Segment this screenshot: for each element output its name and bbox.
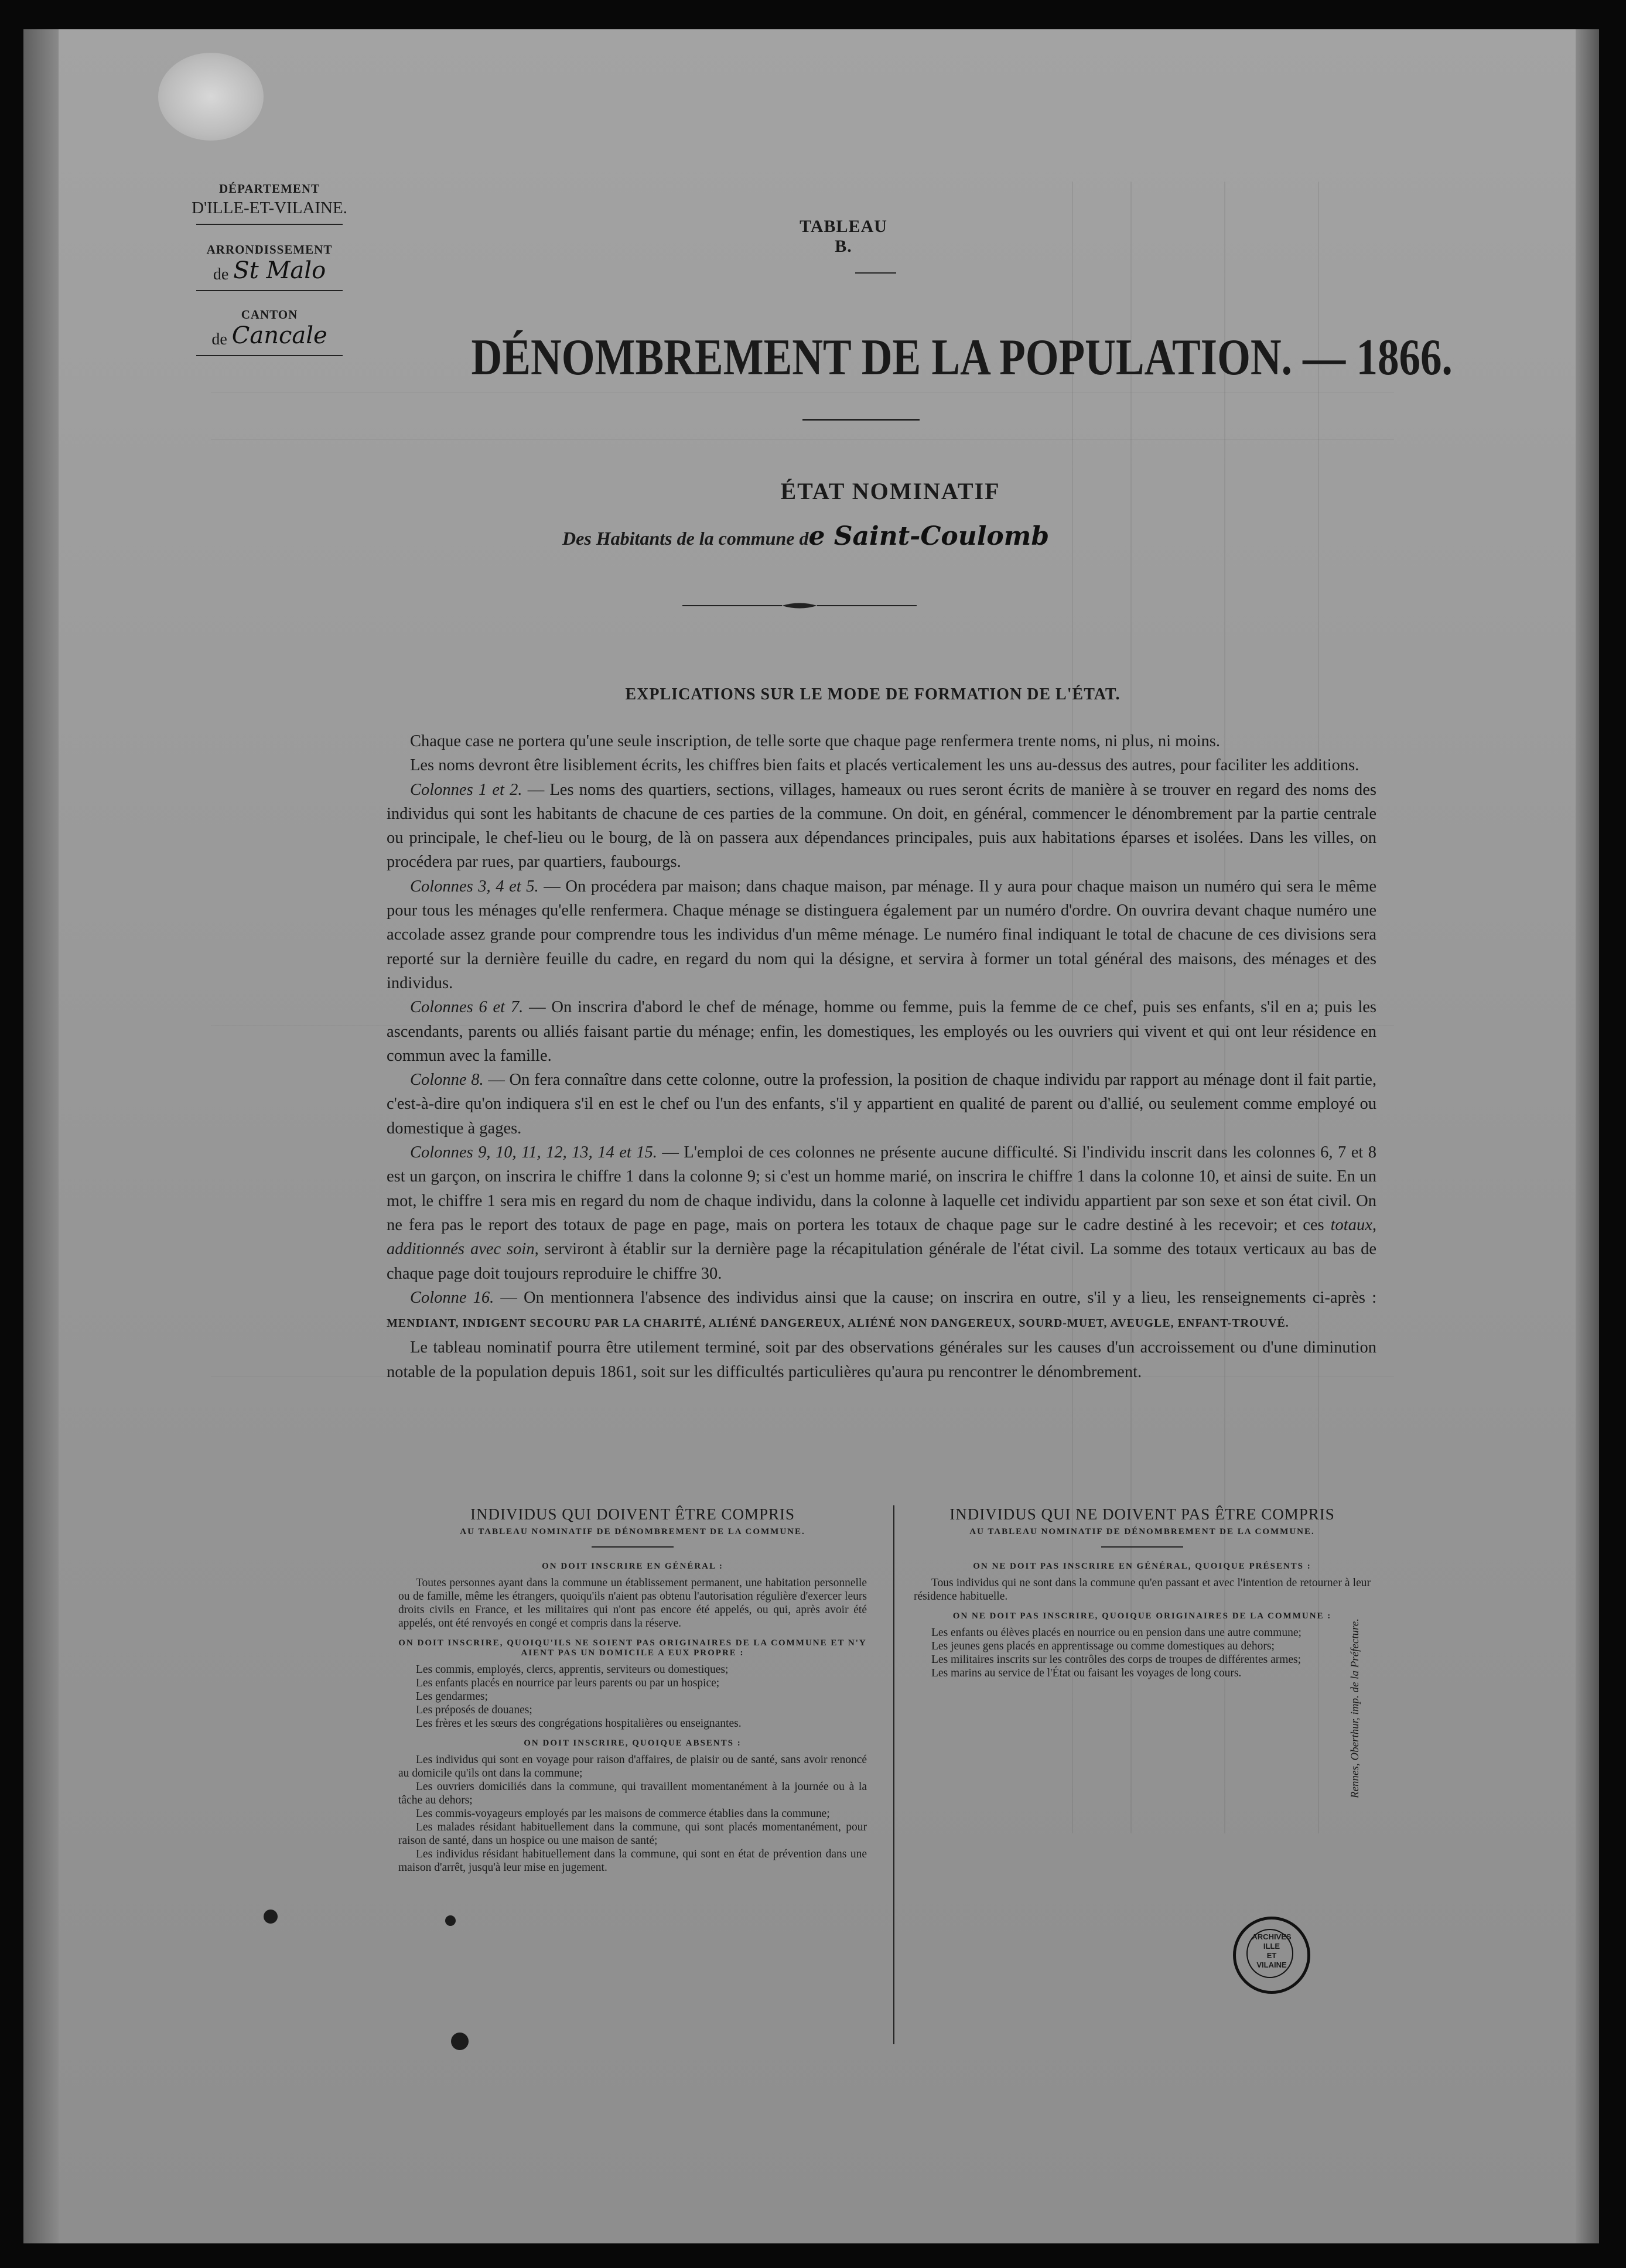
paragraph: Colonne 16. — On mentionnera l'absence des individus ainsi que la cause; on inscrira en outre, s'il y a lieu, les renseignements ci-après : MENDIANT, INDIGENT SECOURU PAR LA CHARITÉ, ALIÉNÉ DANGEREUX, ALIÉNÉ NON DANGEREUX, SOURD-MUET, AVEUGLE, ENFANT-TROUVÉ.: [387, 1288, 1376, 1330]
archives-stamp: [1233, 1917, 1310, 1994]
section-title: ON NE DOIT PAS INSCRIRE EN GÉNÉRAL, QUOIQUE PRÉSENTS :: [973, 1562, 1311, 1571]
paragraph-lead: Colonne 16.: [410, 1288, 494, 1307]
divider: [592, 1546, 674, 1548]
section-text: Les enfants ou élèves placés en nourrice ou en pension dans une autre commune; Les jeunes gens placés en apprentissage ou comme domestiques au dehors; Les militaires inscrits sur les contrôles des corps de troupes de différentes armes; Les marins au service de l'État ou faisant les voyages de long cours.: [931, 1627, 1302, 1679]
bleed-line: [211, 439, 1394, 440]
page-edge-left: [23, 29, 59, 2243]
page-edge-right: [1576, 29, 1599, 2243]
right-column-subheading: AU TABLEAU NOMINATIF DE DÉNOMBREMENT DE LA COMMUNE.: [969, 1527, 1315, 1536]
arrondissement-prefix: de: [213, 265, 229, 284]
paragraph-lead: Colonne 8.: [410, 1071, 484, 1089]
departement-label: DÉPARTEMENT: [218, 182, 320, 196]
commune-prefix: Des Habitants de la commune d: [562, 528, 809, 549]
left-column: [398, 1505, 867, 1874]
column-divider: [893, 1505, 894, 2044]
divider: [196, 224, 343, 225]
explications-body: [387, 729, 1376, 1384]
document-page: [23, 29, 1599, 2243]
tableau-label: TABLEAU B.: [800, 217, 887, 256]
paper-stain: [158, 53, 264, 141]
stamp-text: ARCHIVES: [1252, 1932, 1292, 1941]
paragraph: Colonnes 3, 4 et 5. — On procédera par maison; dans chaque maison, par ménage. Il y aura pour chaque maison un numéro qui sera le même pour tous les ménages qu'elle renfermera. Chaque ménage se distinguera également par un numéro d'ordre. On ouvrira devant chaque numéro une accolade assez grande pour comprendre tous les individus d'un même ménage. Le numéro final indiquant le total de chacune de ces divisions sera reporté sur la dernière feuille du cadre, en regard du nom qui la désigne, et servira à former un total général des maisons, des ménages et des individus.: [387, 877, 1376, 992]
page-title: DÉNOMBREMENT DE LA POPULATION. — 1866.: [471, 329, 1453, 386]
divider: [196, 355, 343, 356]
section-title: ON NE DOIT PAS INSCRIRE, QUOIQUE ORIGINAIRES DE LA COMMUNE :: [952, 1611, 1332, 1621]
paragraph-lead: Colonnes 6 et 7.: [410, 998, 524, 1017]
arrondissement-label: ARRONDISSEMENT: [206, 242, 333, 257]
left-column-heading: INDIVIDUS QUI DOIVENT ÊTRE COMPRIS: [470, 1505, 795, 1523]
inclusion-columns: [398, 1505, 1371, 2056]
divider: [1101, 1546, 1183, 1548]
canton-value: Cancale: [231, 322, 327, 349]
arrondissement-row: [158, 257, 381, 284]
margin-block: [158, 182, 381, 356]
departement-value: D'ILLE-ET-VILAINE.: [192, 199, 347, 217]
paragraph: Colonne 8. — On fera connaître dans cette colonne, outre la profession, la position de chaque individu par rapport au ménage dont il fait partie, c'est-à-dire qu'on indiquera s'il en est le chef ou l'un des enfants, s'il y appartient en qualité de parent ou d'allié, ou seulement comme employé ou domestique à gages.: [387, 1071, 1376, 1138]
etat-nominatif-heading: ÉTAT NOMINATIF: [780, 478, 1000, 504]
section-title: ON DOIT INSCRIRE, QUOIQUE ABSENTS :: [524, 1738, 742, 1748]
left-column-subheading: AU TABLEAU NOMINATIF DE DÉNOMBREMENT DE LA COMMUNE.: [460, 1527, 805, 1536]
paragraph: Le tableau nominatif pourra être utilement terminé, soit par des observations générales sur les causes d'un accroissement ou d'une diminution notable de la population depuis 1861, soit sur les difficultés particulières qu'aura pu rencontrer le dénombrement.: [387, 1338, 1376, 1381]
right-column-heading: INDIVIDUS QUI NE DOIVENT PAS ÊTRE COMPRIS: [949, 1505, 1335, 1523]
commune-line: [562, 521, 1265, 551]
paragraph: Les noms devront être lisiblement écrits, les chiffres bien faits et placés verticalement les uns au-dessus des autres, pour faciliter les additions.: [410, 756, 1359, 775]
canton-prefix: de: [211, 330, 227, 349]
section-text: Toutes personnes ayant dans la commune un établissement permanent, une habitation personnelle ou de famille, même les étrangers, quoiqu'ils n'aient pas obtenu l'autorisation régulière d'exercer leurs droits civils en France, et les militaires qui n'ont pas encore été appelés, ou qui, après avoir été appelés, ont été renvoyés en congé et compris dans la réserve.: [398, 1577, 867, 1630]
stamp-text: ET: [1266, 1951, 1277, 1960]
explications-title: EXPLICATIONS SUR LE MODE DE FORMATION DE L'ÉTAT.: [625, 685, 1121, 703]
paragraph: Colonnes 6 et 7. — On inscrira d'abord le chef de ménage, homme ou femme, puis la femme de ce chef, puis ses enfants, s'il en a; puis les ascendants, parents ou alliés faisant partie du ménage; enfin, les domestiques, les employés ou les ouvriers qui vivent et qui ont leur résidence en commun avec la famille.: [387, 998, 1376, 1065]
canton-label: CANTON: [241, 308, 298, 322]
paragraph: Colonnes 9, 10, 11, 12, 13, 14 et 15. — L'emploi de ces colonnes ne présente aucune difficulté. Si l'individu inscrit dans les colonnes 6, 7 et 8 est un garçon, on inscrira le chiffre 1 dans la colonne 9; si c'est un homme marié, on inscrira le chiffre 1 dans la colonne 10, et ainsi de suite. En un mot, le chiffre 1 sera mis en regard du nom de chaque individu, dans la colonne à laquelle cet individu appartient par son sexe et son état civil. On ne fera pas le report des totaux de page en page, mais on portera les totaux de chaque page sur le cadre destiné à les recevoir; et ces totaux, additionnés avec soin, serviront à établir sur la dernière page la récapitulation générale de l'état civil. La somme des totaux verticaux au bas de chaque page doit toujours reproduire le chiffre 30.: [387, 1143, 1377, 1283]
paragraph-lead: Colonnes 9, 10, 11, 12, 13, 14 et 15.: [410, 1143, 657, 1162]
paragraph: Colonnes 1 et 2. — Les noms des quartiers, sections, villages, hameaux ou rues seront écrits de manière à se trouver en regard des noms des individus qui sont les habitants de chacune de ces parties de la commune. On doit, en général, commencer le dénombrement par la partie centrale ou principale, le chef-lieu ou le bourg, de là on passera aux dépendances principales, puis aux habitations éparses et isolées. Dans les villes, on procédera par rues, par quartiers, faubourgs.: [387, 780, 1376, 872]
printer-imprint: Rennes, Oberthur, imp. de la Préfecture.: [1349, 1618, 1361, 1798]
arrondissement-value: St Malo: [233, 257, 326, 284]
canton-row: [158, 322, 381, 349]
section-text: Les commis, employés, clercs, apprentis, serviteurs ou domestiques; Les enfants placés en nourrice par leurs parents ou par un hospice; Les gendarmes; Les préposés de douanes; Les frères et les sœurs des congrégations hospitalières ou enseignantes.: [416, 1664, 742, 1730]
stamp-text: VILAINE: [1256, 1960, 1287, 1969]
section-title: ON DOIT INSCRIRE EN GÉNÉRAL :: [542, 1562, 723, 1571]
section-text: Tous individus qui ne sont dans la commune qu'en passant et avec l'intention de retourner à leur résidence habituelle.: [914, 1577, 1371, 1603]
divider: [855, 272, 896, 274]
paragraph: Chaque case ne portera qu'une seule inscription, de telle sorte que chaque page renfermera trente noms, ni plus, ni moins.: [410, 732, 1220, 750]
punch-hole: [264, 1910, 278, 1924]
stamp-text: ILLE: [1263, 1942, 1280, 1951]
paragraph-lead: Colonnes 1 et 2.: [410, 780, 522, 799]
section-title: ON DOIT INSCRIRE, QUOIQU'ILS NE SOIENT PAS ORIGINAIRES DE LA COMMUNE ET N'Y AIENT PAS UN DOMICILE A EUX PROPRE :: [398, 1638, 867, 1658]
commune-value: e Saint-Coulomb: [808, 521, 1050, 551]
ornamental-rule: [682, 600, 917, 611]
bleed-line: [211, 392, 1394, 393]
divider: [196, 290, 343, 291]
divider: [802, 419, 920, 421]
section-text: Les individus qui sont en voyage pour raison d'affaires, de plaisir ou de santé, sans avoir renoncé au domicile qu'ils ont dans la commune; Les ouvriers domiciliés dans la commune, qui travaillent momentanément à la journée ou à la tâche au dehors; Les commis-voyageurs employés par les maisons de commerce établies dans la commune; Les malades résidant habituellement dans la commune, qui sont placés momentanément, pour raison de santé, dans un hospice ou une maison de santé; Les individus résidant habituellement dans la commune, qui sont en état de prévention dans une maison d'arrêt, jusqu'à leur mise en jugement.: [398, 1754, 867, 1874]
paragraph-lead: Colonnes 3, 4 et 5.: [410, 877, 539, 896]
right-column: [914, 1505, 1371, 1680]
